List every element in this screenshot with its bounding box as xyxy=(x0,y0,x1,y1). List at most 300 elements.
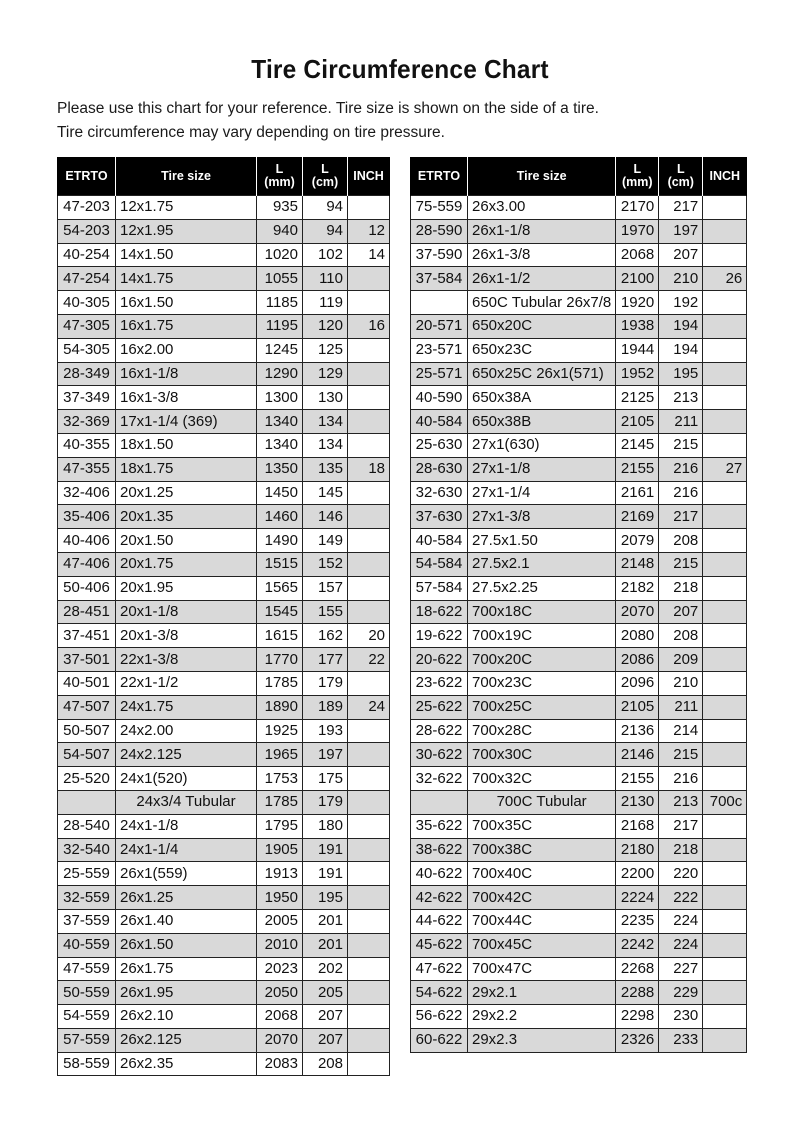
cell-inch xyxy=(703,362,747,386)
cell-length-cm: 207 xyxy=(303,1028,348,1052)
cell-inch xyxy=(703,719,747,743)
cell-inch xyxy=(348,743,390,767)
cell-tire-size: 26x1-1/2 xyxy=(468,267,616,291)
cell-length-cm: 125 xyxy=(303,338,348,362)
table-row xyxy=(58,219,390,243)
cell-inch xyxy=(348,600,390,624)
cell-length-mm: 2105 xyxy=(616,410,659,434)
cell-length-cm: 197 xyxy=(303,743,348,767)
cell-etrto: 45-622 xyxy=(411,933,468,957)
cell-length-mm: 2268 xyxy=(616,957,659,981)
cell-inch xyxy=(703,433,747,457)
cell-etrto: 40-254 xyxy=(58,243,116,267)
cell-inch xyxy=(348,196,390,220)
cell-length-mm: 2136 xyxy=(616,719,659,743)
cell-inch: 24 xyxy=(348,695,390,719)
cell-length-cm: 110 xyxy=(303,267,348,291)
cell-tire-size: 700x45C xyxy=(468,933,616,957)
table-row xyxy=(58,648,390,672)
cell-inch xyxy=(703,886,747,910)
cell-length-mm: 2080 xyxy=(616,624,659,648)
cell-etrto: 18-622 xyxy=(411,600,468,624)
table-body-left xyxy=(58,196,390,1076)
cell-etrto: 32-369 xyxy=(58,410,116,434)
table-header-row xyxy=(411,157,747,196)
cell-etrto: 37-584 xyxy=(411,267,468,291)
cell-length-mm: 1460 xyxy=(257,505,303,529)
cell-length-cm: 201 xyxy=(303,933,348,957)
table-row xyxy=(58,386,390,410)
cell-inch xyxy=(703,1028,747,1052)
table-row xyxy=(58,1005,390,1029)
cell-length-mm: 1300 xyxy=(257,386,303,410)
cell-inch: 20 xyxy=(348,624,390,648)
cell-length-mm: 2086 xyxy=(616,648,659,672)
header-l: L xyxy=(321,162,329,176)
cell-length-mm: 1615 xyxy=(257,624,303,648)
cell-length-mm: 2288 xyxy=(616,981,659,1005)
table-row xyxy=(411,386,747,410)
header-tire-size: Tire size xyxy=(116,157,257,196)
cell-tire-size: 700x35C xyxy=(468,814,616,838)
tire-table-left xyxy=(57,157,390,1076)
cell-etrto: 47-203 xyxy=(58,196,116,220)
cell-tire-size: 26x1.95 xyxy=(116,981,257,1005)
tire-table-right xyxy=(410,157,747,1053)
cell-etrto: 58-559 xyxy=(58,1052,116,1076)
cell-length-cm: 192 xyxy=(659,291,703,315)
cell-length-mm: 1952 xyxy=(616,362,659,386)
cell-length-mm: 2180 xyxy=(616,838,659,862)
cell-tire-size: 22x1-3/8 xyxy=(116,648,257,672)
table-row xyxy=(411,196,747,220)
cell-etrto: 38-622 xyxy=(411,838,468,862)
table-row xyxy=(58,814,390,838)
table-row xyxy=(411,671,747,695)
cell-length-mm: 2070 xyxy=(257,1028,303,1052)
cell-length-cm: 201 xyxy=(303,909,348,933)
cell-inch xyxy=(703,314,747,338)
cell-etrto: 54-203 xyxy=(58,219,116,243)
cell-tire-size: 700x25C xyxy=(468,695,616,719)
cell-tire-size: 29x2.1 xyxy=(468,981,616,1005)
table-row xyxy=(58,505,390,529)
header-l: L xyxy=(633,162,642,176)
cell-length-mm: 2068 xyxy=(257,1005,303,1029)
cell-inch xyxy=(348,886,390,910)
cell-tire-size: 27x1(630) xyxy=(468,433,616,457)
cell-etrto: 54-559 xyxy=(58,1005,116,1029)
cell-length-cm: 94 xyxy=(303,196,348,220)
cell-length-cm: 130 xyxy=(303,386,348,410)
table-row xyxy=(411,314,747,338)
table-row xyxy=(58,886,390,910)
cell-length-mm: 2169 xyxy=(616,505,659,529)
cell-etrto: 32-540 xyxy=(58,838,116,862)
cell-length-mm: 1245 xyxy=(257,338,303,362)
header-l: L xyxy=(676,162,685,176)
cell-tire-size: 16x1-1/8 xyxy=(116,362,257,386)
cell-inch xyxy=(348,433,390,457)
table-row xyxy=(58,457,390,481)
cell-tire-size: 650x23C xyxy=(468,338,616,362)
table-row xyxy=(411,719,747,743)
cell-length-cm: 213 xyxy=(659,790,703,814)
cell-inch xyxy=(703,743,747,767)
cell-inch xyxy=(348,267,390,291)
cell-length-mm: 940 xyxy=(257,219,303,243)
cell-tire-size: 27.5x2.1 xyxy=(468,552,616,576)
cell-length-cm: 119 xyxy=(303,291,348,315)
cell-tire-size: 26x1-1/8 xyxy=(468,219,616,243)
table-row xyxy=(58,410,390,434)
header-inch: INCH xyxy=(348,157,390,196)
cell-etrto: 37-451 xyxy=(58,624,116,648)
cell-length-mm: 1950 xyxy=(257,886,303,910)
cell-length-cm: 208 xyxy=(659,529,703,553)
cell-etrto: 44-622 xyxy=(411,909,468,933)
cell-inch xyxy=(348,767,390,791)
cell-tire-size: 27.5x2.25 xyxy=(468,576,616,600)
cell-length-cm: 179 xyxy=(303,671,348,695)
table-row xyxy=(58,291,390,315)
cell-length-mm: 2100 xyxy=(616,267,659,291)
table-row xyxy=(58,362,390,386)
cell-etrto: 37-501 xyxy=(58,648,116,672)
cell-etrto: 23-622 xyxy=(411,671,468,695)
cell-inch: 27 xyxy=(703,457,747,481)
table-row xyxy=(411,814,747,838)
cell-inch: 26 xyxy=(703,267,747,291)
table-row xyxy=(411,481,747,505)
cell-inch xyxy=(348,576,390,600)
cell-length-mm: 2224 xyxy=(616,886,659,910)
header-l: L xyxy=(275,162,284,176)
cell-tire-size: 700x28C xyxy=(468,719,616,743)
cell-etrto: 25-520 xyxy=(58,767,116,791)
table-row xyxy=(58,600,390,624)
table-row xyxy=(411,410,747,434)
cell-length-mm: 1515 xyxy=(257,552,303,576)
cell-tire-size: 650x38B xyxy=(468,410,616,434)
cell-tire-size: 20x1.35 xyxy=(116,505,257,529)
cell-tire-size: 24x1-1/8 xyxy=(116,814,257,838)
header-length-cm xyxy=(659,157,703,196)
cell-tire-size: 24x1-1/4 xyxy=(116,838,257,862)
cell-length-cm: 207 xyxy=(659,600,703,624)
cell-etrto xyxy=(411,790,468,814)
cell-etrto: 35-622 xyxy=(411,814,468,838)
cell-tire-size: 22x1-1/2 xyxy=(116,671,257,695)
cell-length-cm: 129 xyxy=(303,362,348,386)
cell-length-cm: 194 xyxy=(659,338,703,362)
cell-inch xyxy=(703,695,747,719)
cell-length-mm: 1944 xyxy=(616,338,659,362)
cell-etrto: 40-501 xyxy=(58,671,116,695)
cell-tire-size: 700x32C xyxy=(468,767,616,791)
cell-etrto: 19-622 xyxy=(411,624,468,648)
table-row xyxy=(58,267,390,291)
cell-etrto: 47-406 xyxy=(58,552,116,576)
cell-tire-size: 29x2.2 xyxy=(468,1005,616,1029)
cell-etrto: 54-622 xyxy=(411,981,468,1005)
cell-etrto: 47-622 xyxy=(411,957,468,981)
cell-tire-size: 20x1-3/8 xyxy=(116,624,257,648)
cell-tire-size: 650x20C xyxy=(468,314,616,338)
cell-length-cm: 211 xyxy=(659,695,703,719)
cell-etrto: 47-305 xyxy=(58,314,116,338)
cell-etrto xyxy=(58,790,116,814)
cell-inch xyxy=(348,838,390,862)
cell-inch: 22 xyxy=(348,648,390,672)
cell-length-cm: 207 xyxy=(303,1005,348,1029)
subtitle-line-1: Please use this chart for your reference. Tire size is shown on the side of a tire. xyxy=(57,100,599,117)
header-etrto: ETRTO xyxy=(411,157,468,196)
cell-tire-size: 26x1.75 xyxy=(116,957,257,981)
cell-tire-size: 27.5x1.50 xyxy=(468,529,616,553)
cell-length-mm: 1913 xyxy=(257,862,303,886)
cell-length-cm: 229 xyxy=(659,981,703,1005)
cell-length-cm: 180 xyxy=(303,814,348,838)
cell-tire-size: 20x1.25 xyxy=(116,481,257,505)
table-row xyxy=(58,981,390,1005)
cell-inch xyxy=(703,529,747,553)
cell-length-cm: 94 xyxy=(303,219,348,243)
cell-length-mm: 1185 xyxy=(257,291,303,315)
cell-etrto: 40-406 xyxy=(58,529,116,553)
cell-length-cm: 194 xyxy=(659,314,703,338)
cell-length-cm: 209 xyxy=(659,648,703,672)
cell-tire-size: 700C Tubular xyxy=(468,790,616,814)
cell-inch xyxy=(348,719,390,743)
cell-length-cm: 189 xyxy=(303,695,348,719)
cell-etrto: 57-559 xyxy=(58,1028,116,1052)
cell-tire-size: 27x1-3/8 xyxy=(468,505,616,529)
cell-length-cm: 149 xyxy=(303,529,348,553)
cell-inch xyxy=(348,1028,390,1052)
cell-length-mm: 2096 xyxy=(616,671,659,695)
cell-inch xyxy=(703,671,747,695)
cell-length-mm: 2146 xyxy=(616,743,659,767)
cell-etrto: 20-622 xyxy=(411,648,468,672)
cell-etrto: 54-507 xyxy=(58,743,116,767)
header-tire-size: Tire size xyxy=(468,157,616,196)
cell-length-cm: 210 xyxy=(659,267,703,291)
cell-inch xyxy=(348,1052,390,1076)
header-length-mm xyxy=(257,157,303,196)
cell-length-cm: 193 xyxy=(303,719,348,743)
cell-length-mm: 1785 xyxy=(257,671,303,695)
cell-inch xyxy=(703,576,747,600)
cell-tire-size: 14x1.50 xyxy=(116,243,257,267)
table-row xyxy=(411,862,747,886)
cell-inch: 12 xyxy=(348,219,390,243)
table-row xyxy=(411,933,747,957)
cell-inch xyxy=(348,981,390,1005)
table-row xyxy=(58,719,390,743)
cell-tire-size: 700x42C xyxy=(468,886,616,910)
table-row xyxy=(58,196,390,220)
cell-tire-size: 24x2.00 xyxy=(116,719,257,743)
cell-etrto: 60-622 xyxy=(411,1028,468,1052)
cell-inch: 18 xyxy=(348,457,390,481)
cell-length-mm: 1490 xyxy=(257,529,303,553)
cell-tire-size: 700x44C xyxy=(468,909,616,933)
cell-tire-size: 29x2.3 xyxy=(468,1028,616,1052)
cell-length-cm: 155 xyxy=(303,600,348,624)
cell-etrto: 54-584 xyxy=(411,552,468,576)
cell-length-mm: 1938 xyxy=(616,314,659,338)
cell-length-cm: 227 xyxy=(659,957,703,981)
table-row xyxy=(411,743,747,767)
cell-etrto: 54-305 xyxy=(58,338,116,362)
cell-inch xyxy=(348,552,390,576)
cell-tire-size: 17x1-1/4 (369) xyxy=(116,410,257,434)
cell-inch xyxy=(703,648,747,672)
cell-length-cm: 218 xyxy=(659,576,703,600)
cell-length-mm: 1350 xyxy=(257,457,303,481)
cell-length-mm: 2070 xyxy=(616,600,659,624)
cell-length-cm: 213 xyxy=(659,386,703,410)
cell-length-mm: 1785 xyxy=(257,790,303,814)
header-mm-unit: (mm) xyxy=(264,175,295,189)
cell-length-cm: 191 xyxy=(303,862,348,886)
cell-length-mm: 2182 xyxy=(616,576,659,600)
cell-length-cm: 177 xyxy=(303,648,348,672)
cell-length-cm: 146 xyxy=(303,505,348,529)
cell-length-mm: 2155 xyxy=(616,457,659,481)
cell-inch xyxy=(348,862,390,886)
cell-inch xyxy=(703,909,747,933)
cell-tire-size: 27x1-1/4 xyxy=(468,481,616,505)
cell-inch xyxy=(348,529,390,553)
cell-length-cm: 195 xyxy=(303,886,348,910)
cell-etrto: 47-254 xyxy=(58,267,116,291)
cell-length-mm: 2010 xyxy=(257,933,303,957)
cell-inch xyxy=(348,362,390,386)
cell-etrto: 75-559 xyxy=(411,196,468,220)
table-row xyxy=(58,481,390,505)
table-row xyxy=(411,1028,747,1052)
table-row xyxy=(58,624,390,648)
table-row xyxy=(58,767,390,791)
cell-inch xyxy=(703,981,747,1005)
cell-tire-size: 24x2.125 xyxy=(116,743,257,767)
cell-etrto: 32-406 xyxy=(58,481,116,505)
cell-inch xyxy=(703,862,747,886)
cell-etrto: 32-559 xyxy=(58,886,116,910)
table-row xyxy=(411,981,747,1005)
cell-length-mm: 2130 xyxy=(616,790,659,814)
table-row xyxy=(58,838,390,862)
cell-length-cm: 217 xyxy=(659,505,703,529)
cell-etrto: 25-622 xyxy=(411,695,468,719)
cell-length-cm: 191 xyxy=(303,838,348,862)
cell-inch xyxy=(703,219,747,243)
table-row xyxy=(411,1005,747,1029)
cell-tire-size: 26x1.25 xyxy=(116,886,257,910)
cell-inch xyxy=(703,838,747,862)
cell-inch xyxy=(348,790,390,814)
cell-tire-size: 20x1.95 xyxy=(116,576,257,600)
cell-length-mm: 2298 xyxy=(616,1005,659,1029)
cell-etrto: 28-349 xyxy=(58,362,116,386)
cell-length-cm: 134 xyxy=(303,433,348,457)
cell-etrto: 47-355 xyxy=(58,457,116,481)
cell-tire-size: 16x1-3/8 xyxy=(116,386,257,410)
cell-tire-size: 700x18C xyxy=(468,600,616,624)
cell-length-cm: 211 xyxy=(659,410,703,434)
cell-etrto: 35-406 xyxy=(58,505,116,529)
cell-length-cm: 157 xyxy=(303,576,348,600)
cell-tire-size: 20x1.75 xyxy=(116,552,257,576)
cell-tire-size: 700x47C xyxy=(468,957,616,981)
header-length-cm xyxy=(303,157,348,196)
cell-etrto: 40-355 xyxy=(58,433,116,457)
cell-tire-size: 700x23C xyxy=(468,671,616,695)
cell-length-cm: 152 xyxy=(303,552,348,576)
table-row xyxy=(411,648,747,672)
cell-tire-size: 24x1.75 xyxy=(116,695,257,719)
cell-length-mm: 1020 xyxy=(257,243,303,267)
cell-length-cm: 120 xyxy=(303,314,348,338)
table-row xyxy=(58,743,390,767)
cell-length-mm: 2326 xyxy=(616,1028,659,1052)
cell-etrto: 57-584 xyxy=(411,576,468,600)
cell-length-cm: 102 xyxy=(303,243,348,267)
cell-length-mm: 1195 xyxy=(257,314,303,338)
cell-length-cm: 179 xyxy=(303,790,348,814)
cell-inch xyxy=(348,814,390,838)
cell-length-cm: 210 xyxy=(659,671,703,695)
cell-length-mm: 2050 xyxy=(257,981,303,1005)
cell-etrto: 47-507 xyxy=(58,695,116,719)
cell-length-mm: 2079 xyxy=(616,529,659,553)
cell-length-mm: 2105 xyxy=(616,695,659,719)
table-row xyxy=(411,457,747,481)
cell-inch xyxy=(703,957,747,981)
cell-etrto: 40-559 xyxy=(58,933,116,957)
cell-inch xyxy=(703,481,747,505)
cell-length-mm: 2145 xyxy=(616,433,659,457)
cell-length-mm: 2235 xyxy=(616,909,659,933)
cell-length-cm: 175 xyxy=(303,767,348,791)
table-row xyxy=(411,529,747,553)
cell-etrto: 25-571 xyxy=(411,362,468,386)
table-row xyxy=(411,291,747,315)
cell-length-mm: 1753 xyxy=(257,767,303,791)
table-row xyxy=(411,338,747,362)
cell-inch xyxy=(703,291,747,315)
cell-etrto: 50-559 xyxy=(58,981,116,1005)
cell-etrto: 28-630 xyxy=(411,457,468,481)
cell-etrto: 28-590 xyxy=(411,219,468,243)
cell-length-cm: 230 xyxy=(659,1005,703,1029)
cell-length-mm: 2168 xyxy=(616,814,659,838)
cell-etrto: 50-406 xyxy=(58,576,116,600)
cell-length-cm: 222 xyxy=(659,886,703,910)
cell-length-cm: 162 xyxy=(303,624,348,648)
cell-length-mm: 1055 xyxy=(257,267,303,291)
cell-length-mm: 1290 xyxy=(257,362,303,386)
cell-etrto: 40-584 xyxy=(411,410,468,434)
cell-length-mm: 2161 xyxy=(616,481,659,505)
cell-tire-size: 26x2.35 xyxy=(116,1052,257,1076)
cell-tire-size: 26x1.50 xyxy=(116,933,257,957)
cell-length-mm: 2170 xyxy=(616,196,659,220)
cell-tire-size: 12x1.95 xyxy=(116,219,257,243)
cell-inch xyxy=(703,814,747,838)
